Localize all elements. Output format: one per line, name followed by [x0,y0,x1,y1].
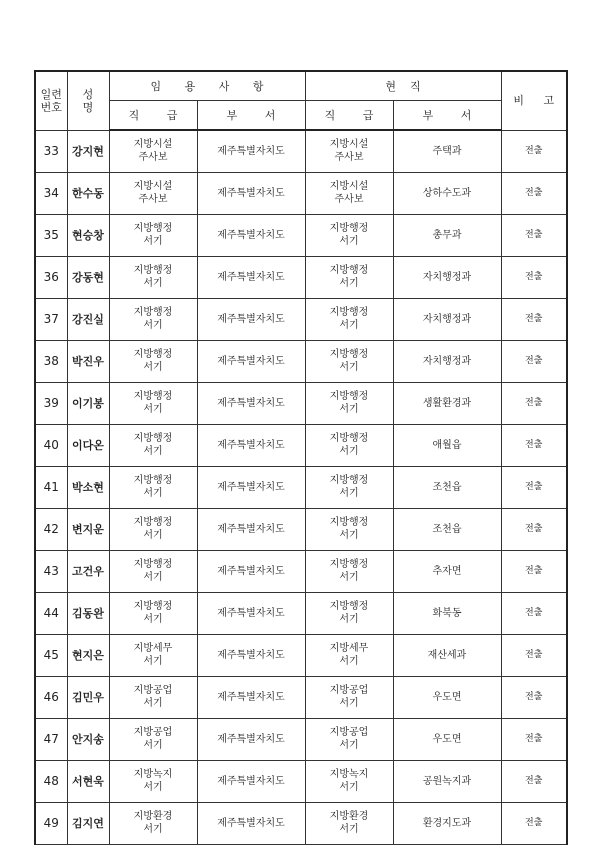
row-appointment-grade-line-1: 지방행정 [133,391,173,402]
row-current-grade-line-1: 지방행정 [329,517,369,528]
row-current-dept: 주택과 [393,130,501,172]
row-note: 전출 [501,382,567,424]
table-row [35,424,567,466]
row-current-grade-line-2: 서기 [339,278,359,289]
row-note: 전출 [501,172,567,214]
row-current-grade-line-1: 지방행정 [329,433,369,444]
row-appointment-grade-line-2: 서기 [143,446,163,457]
row-number: 33 [35,130,67,172]
row-appointment-grade-line-1: 지방행정 [133,601,173,612]
row-note: 전출 [501,718,567,760]
row-appointment-dept: 제주특별자치도 [197,298,305,340]
header-current: 현 직 [305,71,501,101]
row-current-dept: 환경지도과 [393,802,501,844]
row-number: 46 [35,676,67,718]
row-current-grade-line-2: 서기 [339,362,359,373]
row-current-grade-line-2: 서기 [339,572,359,583]
row-current-grade [305,676,393,718]
row-appointment-grade-line-1: 지방녹지 [133,769,173,780]
row-current-grade-line-2: 서기 [339,446,359,457]
table-row [35,634,567,676]
row-note: 전출 [501,130,567,172]
header-name: 성 명 [67,71,109,130]
row-name: 강지현 [67,130,109,172]
row-current-grade-line-1: 지방녹지 [329,769,369,780]
row-name: 안지송 [67,718,109,760]
row-appointment-grade-line-1: 지방시설 [133,181,173,192]
table-row [35,508,567,550]
row-current-grade-line-1: 지방행정 [329,265,369,276]
row-current-grade-line-2: 서기 [339,698,359,709]
row-note: 전출 [501,634,567,676]
row-name: 현지은 [67,634,109,676]
row-current-grade-line-1: 지방행정 [329,223,369,234]
row-current-dept: 상하수도과 [393,172,501,214]
row-current-grade-line-1: 지방행정 [329,391,369,402]
row-current-grade-line-1: 지방공업 [329,685,369,696]
row-number: 43 [35,550,67,592]
table-row [35,676,567,718]
row-name: 이기봉 [67,382,109,424]
row-current-dept: 자치행정과 [393,340,501,382]
row-name: 이다온 [67,424,109,466]
row-appointment-grade-line-2: 서기 [143,698,163,709]
row-appointment-dept: 제주특별자치도 [197,256,305,298]
row-appointment-grade [109,802,197,844]
row-current-grade-line-2: 주사보 [334,152,364,164]
row-number: 37 [35,298,67,340]
row-note: 전출 [501,256,567,298]
row-note: 전출 [501,214,567,256]
row-current-dept: 공원녹지과 [393,760,501,802]
row-current-grade-line-1: 지방행정 [329,601,369,612]
row-appointment-dept: 제주특별자치도 [197,172,305,214]
table-row [35,214,567,256]
row-appointment-grade [109,634,197,676]
row-name: 박진우 [67,340,109,382]
row-name: 강동현 [67,256,109,298]
row-appointment-grade-line-2: 서기 [143,236,163,247]
table-body [35,130,567,844]
appointment-table [34,70,568,845]
row-current-grade-line-2: 서기 [339,320,359,331]
row-current-grade [305,298,393,340]
row-current-grade [305,130,393,172]
row-current-dept: 추자면 [393,550,501,592]
row-current-dept: 재산세과 [393,634,501,676]
row-current-grade-line-2: 서기 [339,614,359,625]
table-row [35,172,567,214]
row-current-dept: 자치행정과 [393,298,501,340]
row-appointment-grade-line-2: 서기 [143,278,163,289]
row-current-grade-line-2: 서기 [339,404,359,415]
row-current-grade [305,214,393,256]
row-number: 48 [35,760,67,802]
row-current-grade-line-2: 서기 [339,782,359,793]
row-number: 45 [35,634,67,676]
row-appointment-grade-line-1: 지방공업 [133,727,173,738]
row-appointment-grade [109,172,197,214]
row-appointment-dept: 제주특별자치도 [197,214,305,256]
row-appointment-grade-line-1: 지방공업 [133,685,173,696]
header-current-grade: 직 급 [305,101,393,131]
row-appointment-grade-line-1: 지방시설 [133,139,173,151]
table-row [35,298,567,340]
row-appointment-grade-line-2: 서기 [143,530,163,541]
row-current-grade-line-2: 서기 [339,740,359,751]
row-current-dept: 총무과 [393,214,501,256]
row-appointment-dept: 제주특별자치도 [197,550,305,592]
row-current-dept: 우도면 [393,718,501,760]
row-current-grade [305,550,393,592]
row-current-grade [305,340,393,382]
row-appointment-grade-line-2: 서기 [143,362,163,373]
row-current-grade [305,466,393,508]
row-number: 35 [35,214,67,256]
header-appointment-grade: 직 급 [109,101,197,131]
row-current-grade-line-1: 지방시설 [329,181,369,192]
row-current-grade [305,634,393,676]
row-appointment-grade [109,298,197,340]
row-number: 47 [35,718,67,760]
row-appointment-grade [109,382,197,424]
row-appointment-grade-line-1: 지방행정 [133,223,173,234]
row-current-grade [305,760,393,802]
row-current-dept: 조천읍 [393,508,501,550]
row-current-dept: 자치행정과 [393,256,501,298]
row-appointment-dept: 제주특별자치도 [197,508,305,550]
row-current-grade-line-2: 주사보 [334,194,364,205]
row-name: 김지연 [67,802,109,844]
row-current-grade-line-1: 지방행정 [329,475,369,486]
table-row [35,256,567,298]
row-name: 강진실 [67,298,109,340]
row-current-dept: 우도면 [393,676,501,718]
header-current-dept: 부 서 [393,101,501,131]
row-appointment-dept: 제주특별자치도 [197,634,305,676]
row-name: 변지운 [67,508,109,550]
row-appointment-grade-line-2: 서기 [143,740,163,751]
row-current-grade [305,802,393,844]
row-number: 38 [35,340,67,382]
row-appointment-dept: 제주특별자치도 [197,340,305,382]
row-appointment-grade [109,508,197,550]
row-current-grade-line-1: 지방시설 [329,139,369,151]
table-row [35,130,567,172]
row-current-grade-line-2: 서기 [339,656,359,667]
table-row [35,760,567,802]
row-current-grade [305,718,393,760]
row-appointment-grade [109,550,197,592]
row-name: 고건우 [67,550,109,592]
row-current-grade [305,592,393,634]
row-appointment-grade-line-2: 서기 [143,782,163,793]
row-current-dept: 조천읍 [393,466,501,508]
table-row [35,340,567,382]
row-number: 49 [35,802,67,844]
row-current-dept: 생활환경과 [393,382,501,424]
row-appointment-dept: 제주특별자치도 [197,760,305,802]
row-appointment-grade [109,718,197,760]
row-current-grade-line-2: 서기 [339,824,359,835]
row-current-grade-line-2: 서기 [339,236,359,247]
row-appointment-grade-line-2: 서기 [143,824,163,835]
row-current-grade-line-1: 지방행정 [329,307,369,318]
row-appointment-grade-line-2: 주사보 [138,194,168,205]
row-number: 41 [35,466,67,508]
row-appointment-dept: 제주특별자치도 [197,802,305,844]
row-appointment-grade-line-1: 지방환경 [133,811,173,822]
row-current-grade [305,172,393,214]
row-note: 전출 [501,760,567,802]
row-current-grade-line-1: 지방행정 [329,559,369,570]
table-row [35,466,567,508]
row-number: 44 [35,592,67,634]
row-appointment-dept: 제주특별자치도 [197,466,305,508]
row-current-dept: 애월읍 [393,424,501,466]
row-appointment-grade [109,340,197,382]
row-note: 전출 [501,676,567,718]
row-appointment-grade-line-2: 서기 [143,488,163,499]
row-appointment-dept: 제주특별자치도 [197,424,305,466]
row-appointment-grade-line-1: 지방행정 [133,475,173,486]
row-appointment-grade-line-2: 주사보 [138,152,168,164]
table-row [35,718,567,760]
row-appointment-grade-line-1: 지방행정 [133,559,173,570]
row-appointment-grade-line-2: 서기 [143,404,163,415]
row-appointment-grade-line-1: 지방세무 [133,643,173,654]
row-current-grade-line-2: 서기 [339,530,359,541]
row-current-grade [305,508,393,550]
row-appointment-grade [109,130,197,172]
row-current-grade-line-2: 서기 [339,488,359,499]
row-number: 34 [35,172,67,214]
row-appointment-grade-line-2: 서기 [143,320,163,331]
row-name: 서현욱 [67,760,109,802]
header-serial: 일련 번호 [35,71,67,130]
row-note: 전출 [501,592,567,634]
row-current-grade [305,424,393,466]
row-name: 한수동 [67,172,109,214]
row-appointment-grade-line-1: 지방행정 [133,517,173,528]
row-number: 42 [35,508,67,550]
row-number: 36 [35,256,67,298]
row-note: 전출 [501,550,567,592]
row-appointment-grade-line-1: 지방행정 [133,265,173,276]
row-name: 현승창 [67,214,109,256]
row-appointment-dept: 제주특별자치도 [197,382,305,424]
header-note: 비 고 [501,71,567,130]
row-name: 김민우 [67,676,109,718]
row-current-grade-line-1: 지방공업 [329,727,369,738]
table-row [35,382,567,424]
row-current-grade-line-1: 지방환경 [329,811,369,822]
row-note: 전출 [501,802,567,844]
row-appointment-grade [109,424,197,466]
row-appointment-grade [109,256,197,298]
row-note: 전출 [501,340,567,382]
row-appointment-dept: 제주특별자치도 [197,718,305,760]
row-note: 전출 [501,298,567,340]
row-note: 전출 [501,466,567,508]
row-appointment-grade [109,760,197,802]
row-appointment-grade-line-2: 서기 [143,614,163,625]
table-row [35,592,567,634]
row-name: 박소현 [67,466,109,508]
table-row [35,550,567,592]
row-appointment-grade [109,466,197,508]
row-current-grade [305,256,393,298]
row-current-grade [305,382,393,424]
row-current-grade-line-1: 지방행정 [329,349,369,360]
row-appointment-grade [109,592,197,634]
header-appointment-dept: 부 서 [197,101,305,131]
row-name: 김동완 [67,592,109,634]
row-appointment-dept: 제주특별자치도 [197,130,305,172]
row-appointment-grade [109,676,197,718]
header-appointment: 임 용 사 항 [109,71,305,101]
row-number: 39 [35,382,67,424]
row-appointment-grade-line-1: 지방행정 [133,307,173,318]
row-current-grade-line-1: 지방세무 [329,643,369,654]
row-appointment-grade-line-1: 지방행정 [133,349,173,360]
row-appointment-dept: 제주특별자치도 [197,592,305,634]
row-appointment-grade-line-2: 서기 [143,656,163,667]
row-appointment-grade-line-2: 서기 [143,572,163,583]
row-number: 40 [35,424,67,466]
row-appointment-dept: 제주특별자치도 [197,676,305,718]
row-note: 전출 [501,424,567,466]
table-row [35,802,567,844]
row-appointment-grade-line-1: 지방행정 [133,433,173,444]
row-appointment-grade [109,214,197,256]
row-current-dept: 화북동 [393,592,501,634]
row-note: 전출 [501,508,567,550]
